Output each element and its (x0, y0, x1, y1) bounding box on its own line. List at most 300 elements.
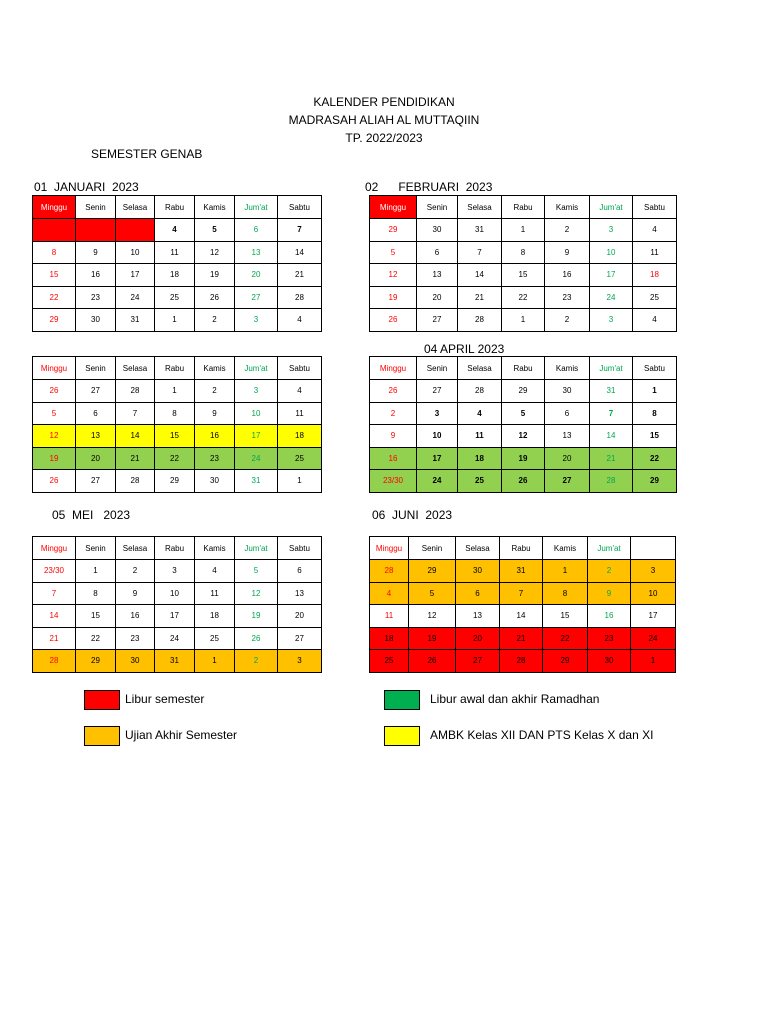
day-header: Kamis (195, 537, 235, 560)
day-header: Sabtu (278, 537, 322, 560)
date-cell: 17 (631, 605, 676, 628)
week-row (33, 582, 322, 605)
date-cell: 27 (76, 470, 116, 493)
date-cell: 4 (195, 560, 235, 583)
date-cell: 15 (155, 425, 195, 448)
date-cell: 24 (116, 286, 155, 309)
date-cell: 3 (417, 402, 458, 425)
date-cell: 17 (235, 425, 278, 448)
date-cell: 25 (370, 650, 409, 673)
date-cell: 22 (633, 447, 677, 470)
legend-label-ujian: Ujian Akhir Semester (125, 728, 238, 742)
date-cell: 19 (33, 447, 76, 470)
date-cell: 13 (545, 425, 590, 448)
legend-label-libur-semester: Libur semester (125, 692, 205, 706)
date-cell: 9 (588, 582, 631, 605)
date-cell: 15 (76, 605, 116, 628)
date-cell: 24 (155, 627, 195, 650)
date-cell: 4 (278, 380, 322, 403)
date-cell: 11 (458, 425, 502, 448)
calendar-mei (32, 536, 322, 673)
day-header: Senin (76, 196, 116, 219)
day-header: Senin (417, 196, 458, 219)
month-title-april: 04 APRIL 2023 (424, 342, 505, 356)
date-cell: 26 (33, 470, 76, 493)
day-header: Minggu (33, 196, 76, 219)
date-cell: 29 (409, 560, 456, 583)
date-cell: 23/30 (370, 470, 417, 493)
day-header: Senin (409, 537, 456, 560)
day-header: Jum'at (235, 196, 278, 219)
date-cell: 1 (502, 309, 545, 332)
date-cell: 1 (195, 650, 235, 673)
date-cell: 16 (116, 605, 155, 628)
week-row (33, 241, 322, 264)
month-title-januari: 01 JANUARI 2023 (34, 180, 139, 194)
date-cell: 21 (116, 447, 155, 470)
date-cell: 16 (370, 447, 417, 470)
date-cell: 14 (500, 605, 543, 628)
date-cell: 24 (235, 447, 278, 470)
date-cell: 20 (235, 264, 278, 287)
date-cell: 29 (370, 219, 417, 242)
week-row (33, 219, 322, 242)
date-cell: 14 (458, 264, 502, 287)
date-cell: 1 (278, 470, 322, 493)
date-cell: 30 (456, 560, 500, 583)
date-cell: 2 (588, 560, 631, 583)
date-cell: 21 (458, 286, 502, 309)
week-row (33, 309, 322, 332)
legend-swatch-libur-semester (84, 690, 120, 710)
date-cell: 11 (370, 605, 409, 628)
date-cell: 22 (502, 286, 545, 309)
date-cell: 18 (633, 264, 677, 287)
date-cell: 21 (500, 627, 543, 650)
date-cell: 27 (545, 470, 590, 493)
day-header: Jum'at (235, 357, 278, 380)
date-cell: 19 (195, 264, 235, 287)
date-cell: 20 (417, 286, 458, 309)
date-cell: 28 (370, 560, 409, 583)
date-cell: 6 (417, 241, 458, 264)
date-cell: 20 (456, 627, 500, 650)
date-cell: 30 (116, 650, 155, 673)
date-cell: 22 (33, 286, 76, 309)
date-cell: 31 (155, 650, 195, 673)
date-cell: 26 (502, 470, 545, 493)
date-cell: 28 (116, 380, 155, 403)
date-cell: 13 (235, 241, 278, 264)
date-cell: 7 (458, 241, 502, 264)
date-cell: 9 (370, 425, 417, 448)
week-row (370, 425, 677, 448)
date-cell: 2 (195, 380, 235, 403)
date-cell: 19 (502, 447, 545, 470)
date-cell: 11 (155, 241, 195, 264)
date-cell: 30 (417, 219, 458, 242)
week-row (370, 286, 677, 309)
day-header: Rabu (155, 357, 195, 380)
day-header: Kamis (195, 196, 235, 219)
day-header: Minggu (33, 357, 76, 380)
date-cell: 31 (116, 309, 155, 332)
day-header: Selasa (458, 357, 502, 380)
date-cell: 18 (458, 447, 502, 470)
date-cell: 6 (76, 402, 116, 425)
date-cell: 28 (116, 470, 155, 493)
week-row (370, 560, 676, 583)
date-cell: 4 (278, 309, 322, 332)
day-header: Selasa (458, 196, 502, 219)
date-cell: 27 (456, 650, 500, 673)
day-header: Rabu (155, 537, 195, 560)
day-header: Senin (76, 537, 116, 560)
day-header: Jum'at (588, 537, 631, 560)
date-cell: 9 (195, 402, 235, 425)
date-cell: 16 (195, 425, 235, 448)
week-row (33, 470, 322, 493)
date-cell: 2 (545, 309, 590, 332)
date-cell: 29 (633, 470, 677, 493)
day-header: Sabtu (278, 357, 322, 380)
day-header: Jum'at (590, 357, 633, 380)
date-cell: 3 (155, 560, 195, 583)
day-header: Minggu (370, 357, 417, 380)
date-cell: 12 (370, 264, 417, 287)
date-cell: 31 (590, 380, 633, 403)
week-row (370, 627, 676, 650)
date-cell: 20 (545, 447, 590, 470)
date-cell: 12 (33, 425, 76, 448)
date-cell: 6 (545, 402, 590, 425)
academic-year: TP. 2022/2023 (345, 131, 423, 145)
legend-swatch-ujian (84, 726, 120, 746)
legend-swatch-libur-ramadhan (384, 690, 420, 710)
day-header: Selasa (116, 196, 155, 219)
date-cell: 1 (543, 560, 588, 583)
date-cell: 10 (116, 241, 155, 264)
week-row (370, 402, 677, 425)
day-header: Selasa (456, 537, 500, 560)
date-cell: 30 (588, 650, 631, 673)
date-cell: 13 (76, 425, 116, 448)
date-cell: 5 (195, 219, 235, 242)
date-cell: 12 (502, 425, 545, 448)
date-cell: 21 (278, 264, 322, 287)
date-cell: 10 (155, 582, 195, 605)
calendar-april (369, 356, 677, 493)
week-row (33, 560, 322, 583)
date-cell: 16 (545, 264, 590, 287)
date-cell: 7 (278, 219, 322, 242)
date-cell: 21 (33, 627, 76, 650)
date-cell: 5 (235, 560, 278, 583)
week-row (370, 582, 676, 605)
calendar-januari (32, 195, 322, 332)
date-cell: 15 (543, 605, 588, 628)
day-header: Minggu (370, 196, 417, 219)
date-cell: 17 (116, 264, 155, 287)
date-cell: 10 (590, 241, 633, 264)
date-cell: 1 (76, 560, 116, 583)
date-cell: 5 (409, 582, 456, 605)
date-cell: 3 (590, 219, 633, 242)
date-cell: 29 (502, 380, 545, 403)
date-cell: 10 (631, 582, 676, 605)
week-row (33, 447, 322, 470)
date-cell: 14 (278, 241, 322, 264)
week-row (370, 650, 676, 673)
week-row (370, 380, 677, 403)
date-cell: 28 (590, 470, 633, 493)
date-cell: 25 (633, 286, 677, 309)
date-cell: 23/30 (33, 560, 76, 583)
date-cell: 18 (195, 605, 235, 628)
date-cell: 1 (633, 380, 677, 403)
date-cell: 31 (458, 219, 502, 242)
date-cell: 30 (195, 470, 235, 493)
week-row (370, 309, 677, 332)
date-cell: 2 (370, 402, 417, 425)
week-row (33, 627, 322, 650)
date-cell: 4 (633, 309, 677, 332)
date-cell: 23 (588, 627, 631, 650)
date-cell: 23 (116, 627, 155, 650)
date-cell: 26 (33, 380, 76, 403)
date-cell: 18 (370, 627, 409, 650)
date-cell: 2 (235, 650, 278, 673)
date-cell: 25 (155, 286, 195, 309)
day-header: Selasa (116, 357, 155, 380)
date-cell: 1 (502, 219, 545, 242)
date-cell (33, 219, 76, 242)
date-cell: 4 (155, 219, 195, 242)
date-cell: 22 (155, 447, 195, 470)
week-row (33, 380, 322, 403)
date-cell: 26 (235, 627, 278, 650)
week-row (33, 605, 322, 628)
date-cell: 28 (458, 309, 502, 332)
date-cell: 1 (155, 380, 195, 403)
day-header: Kamis (543, 537, 588, 560)
date-cell: 6 (278, 560, 322, 583)
month-title-februari: 02 FEBRUARI 2023 (365, 180, 493, 194)
day-header: Minggu (370, 537, 409, 560)
date-cell: 24 (631, 627, 676, 650)
date-cell: 27 (278, 627, 322, 650)
date-cell: 18 (155, 264, 195, 287)
day-header: Sabtu (633, 196, 677, 219)
date-cell: 16 (76, 264, 116, 287)
date-cell: 31 (500, 560, 543, 583)
day-header: Sabtu (633, 357, 677, 380)
date-cell: 3 (278, 650, 322, 673)
date-cell: 10 (417, 425, 458, 448)
date-cell: 15 (633, 425, 677, 448)
day-header: Jum'at (590, 196, 633, 219)
date-cell: 29 (76, 650, 116, 673)
date-cell: 30 (545, 380, 590, 403)
date-cell: 8 (155, 402, 195, 425)
month-title-juni: 06 JUNI 2023 (372, 508, 453, 522)
date-cell: 22 (76, 627, 116, 650)
date-cell: 26 (195, 286, 235, 309)
date-cell: 24 (590, 286, 633, 309)
date-cell: 6 (456, 582, 500, 605)
date-cell: 5 (502, 402, 545, 425)
legend-label-libur-ramadhan: Libur awal dan akhir Ramadhan (430, 692, 600, 706)
calendar-maret (32, 356, 322, 493)
date-cell: 15 (502, 264, 545, 287)
date-cell: 6 (235, 219, 278, 242)
semester-label: SEMESTER GENAB (91, 147, 203, 161)
date-cell: 25 (195, 627, 235, 650)
date-cell: 27 (417, 380, 458, 403)
date-cell: 30 (76, 309, 116, 332)
date-cell: 17 (590, 264, 633, 287)
date-cell: 26 (370, 309, 417, 332)
week-row (33, 264, 322, 287)
date-cell: 5 (33, 402, 76, 425)
day-header: Rabu (502, 357, 545, 380)
day-header: Kamis (545, 357, 590, 380)
date-cell: 25 (458, 470, 502, 493)
legend-swatch-ambk (384, 726, 420, 746)
calendar-juni (369, 536, 676, 673)
date-cell: 16 (588, 605, 631, 628)
date-cell: 13 (278, 582, 322, 605)
date-cell: 23 (545, 286, 590, 309)
date-cell: 29 (33, 309, 76, 332)
week-row (370, 447, 677, 470)
calendar-februari (369, 195, 677, 332)
date-cell: 4 (458, 402, 502, 425)
date-cell: 20 (76, 447, 116, 470)
date-cell: 7 (33, 582, 76, 605)
document-title: KALENDER PENDIDIKAN (313, 95, 455, 109)
date-cell: 28 (278, 286, 322, 309)
date-cell: 19 (235, 605, 278, 628)
day-header: Senin (417, 357, 458, 380)
date-cell: 12 (409, 605, 456, 628)
date-cell: 8 (33, 241, 76, 264)
date-cell: 14 (33, 605, 76, 628)
day-header: Rabu (502, 196, 545, 219)
date-cell: 13 (456, 605, 500, 628)
date-cell: 3 (235, 380, 278, 403)
week-row (370, 264, 677, 287)
day-header: Minggu (33, 537, 76, 560)
date-cell: 11 (195, 582, 235, 605)
date-cell: 9 (116, 582, 155, 605)
date-cell: 8 (633, 402, 677, 425)
date-cell: 9 (545, 241, 590, 264)
date-cell: 31 (235, 470, 278, 493)
day-header: Rabu (500, 537, 543, 560)
date-cell: 3 (590, 309, 633, 332)
date-cell: 11 (278, 402, 322, 425)
date-cell: 27 (235, 286, 278, 309)
date-cell: 25 (278, 447, 322, 470)
date-cell: 8 (502, 241, 545, 264)
date-cell: 23 (76, 286, 116, 309)
week-row (370, 241, 677, 264)
date-cell: 7 (116, 402, 155, 425)
legend-label-ambk: AMBK Kelas XII DAN PTS Kelas X dan XI (430, 728, 654, 742)
month-title-mei: 05 MEI 2023 (52, 508, 131, 522)
date-cell: 2 (116, 560, 155, 583)
date-cell: 20 (278, 605, 322, 628)
date-cell: 3 (235, 309, 278, 332)
date-cell: 22 (543, 627, 588, 650)
date-cell: 24 (417, 470, 458, 493)
date-cell: 4 (370, 582, 409, 605)
date-cell: 9 (76, 241, 116, 264)
date-cell: 19 (409, 627, 456, 650)
week-row (370, 470, 677, 493)
date-cell: 12 (235, 582, 278, 605)
date-cell: 18 (278, 425, 322, 448)
date-cell: 8 (543, 582, 588, 605)
date-cell: 5 (370, 241, 417, 264)
date-cell: 8 (76, 582, 116, 605)
day-header: Kamis (195, 357, 235, 380)
date-cell: 11 (633, 241, 677, 264)
week-row (33, 402, 322, 425)
date-cell: 26 (370, 380, 417, 403)
date-cell: 29 (155, 470, 195, 493)
day-header: Sabtu (278, 196, 322, 219)
week-row (370, 605, 676, 628)
week-row (33, 286, 322, 309)
week-row (33, 650, 322, 673)
date-cell: 1 (155, 309, 195, 332)
date-cell: 3 (116, 219, 155, 242)
date-cell: 26 (409, 650, 456, 673)
date-cell: 14 (590, 425, 633, 448)
date-cell: 28 (500, 650, 543, 673)
school-name: MADRASAH ALIAH AL MUTTAQIIN (288, 113, 480, 127)
date-cell: 28 (458, 380, 502, 403)
date-cell: 2 (76, 219, 116, 242)
date-cell: 10 (235, 402, 278, 425)
date-cell: 4 (633, 219, 677, 242)
day-header: Senin (76, 357, 116, 380)
date-cell: 17 (155, 605, 195, 628)
date-cell: 7 (590, 402, 633, 425)
date-cell: 12 (195, 241, 235, 264)
date-cell: 3 (631, 560, 676, 583)
day-header: Rabu (155, 196, 195, 219)
day-header: Jum'at (235, 537, 278, 560)
date-cell: 15 (33, 264, 76, 287)
week-row (370, 219, 677, 242)
date-cell: 21 (590, 447, 633, 470)
date-cell: 13 (417, 264, 458, 287)
date-cell: 27 (417, 309, 458, 332)
day-header (631, 537, 676, 560)
date-cell: 19 (370, 286, 417, 309)
day-header: Kamis (545, 196, 590, 219)
day-header: Selasa (116, 537, 155, 560)
date-cell: 28 (33, 650, 76, 673)
week-row (33, 425, 322, 448)
date-cell: 17 (417, 447, 458, 470)
date-cell: 27 (76, 380, 116, 403)
date-cell: 2 (545, 219, 590, 242)
date-cell: 29 (543, 650, 588, 673)
